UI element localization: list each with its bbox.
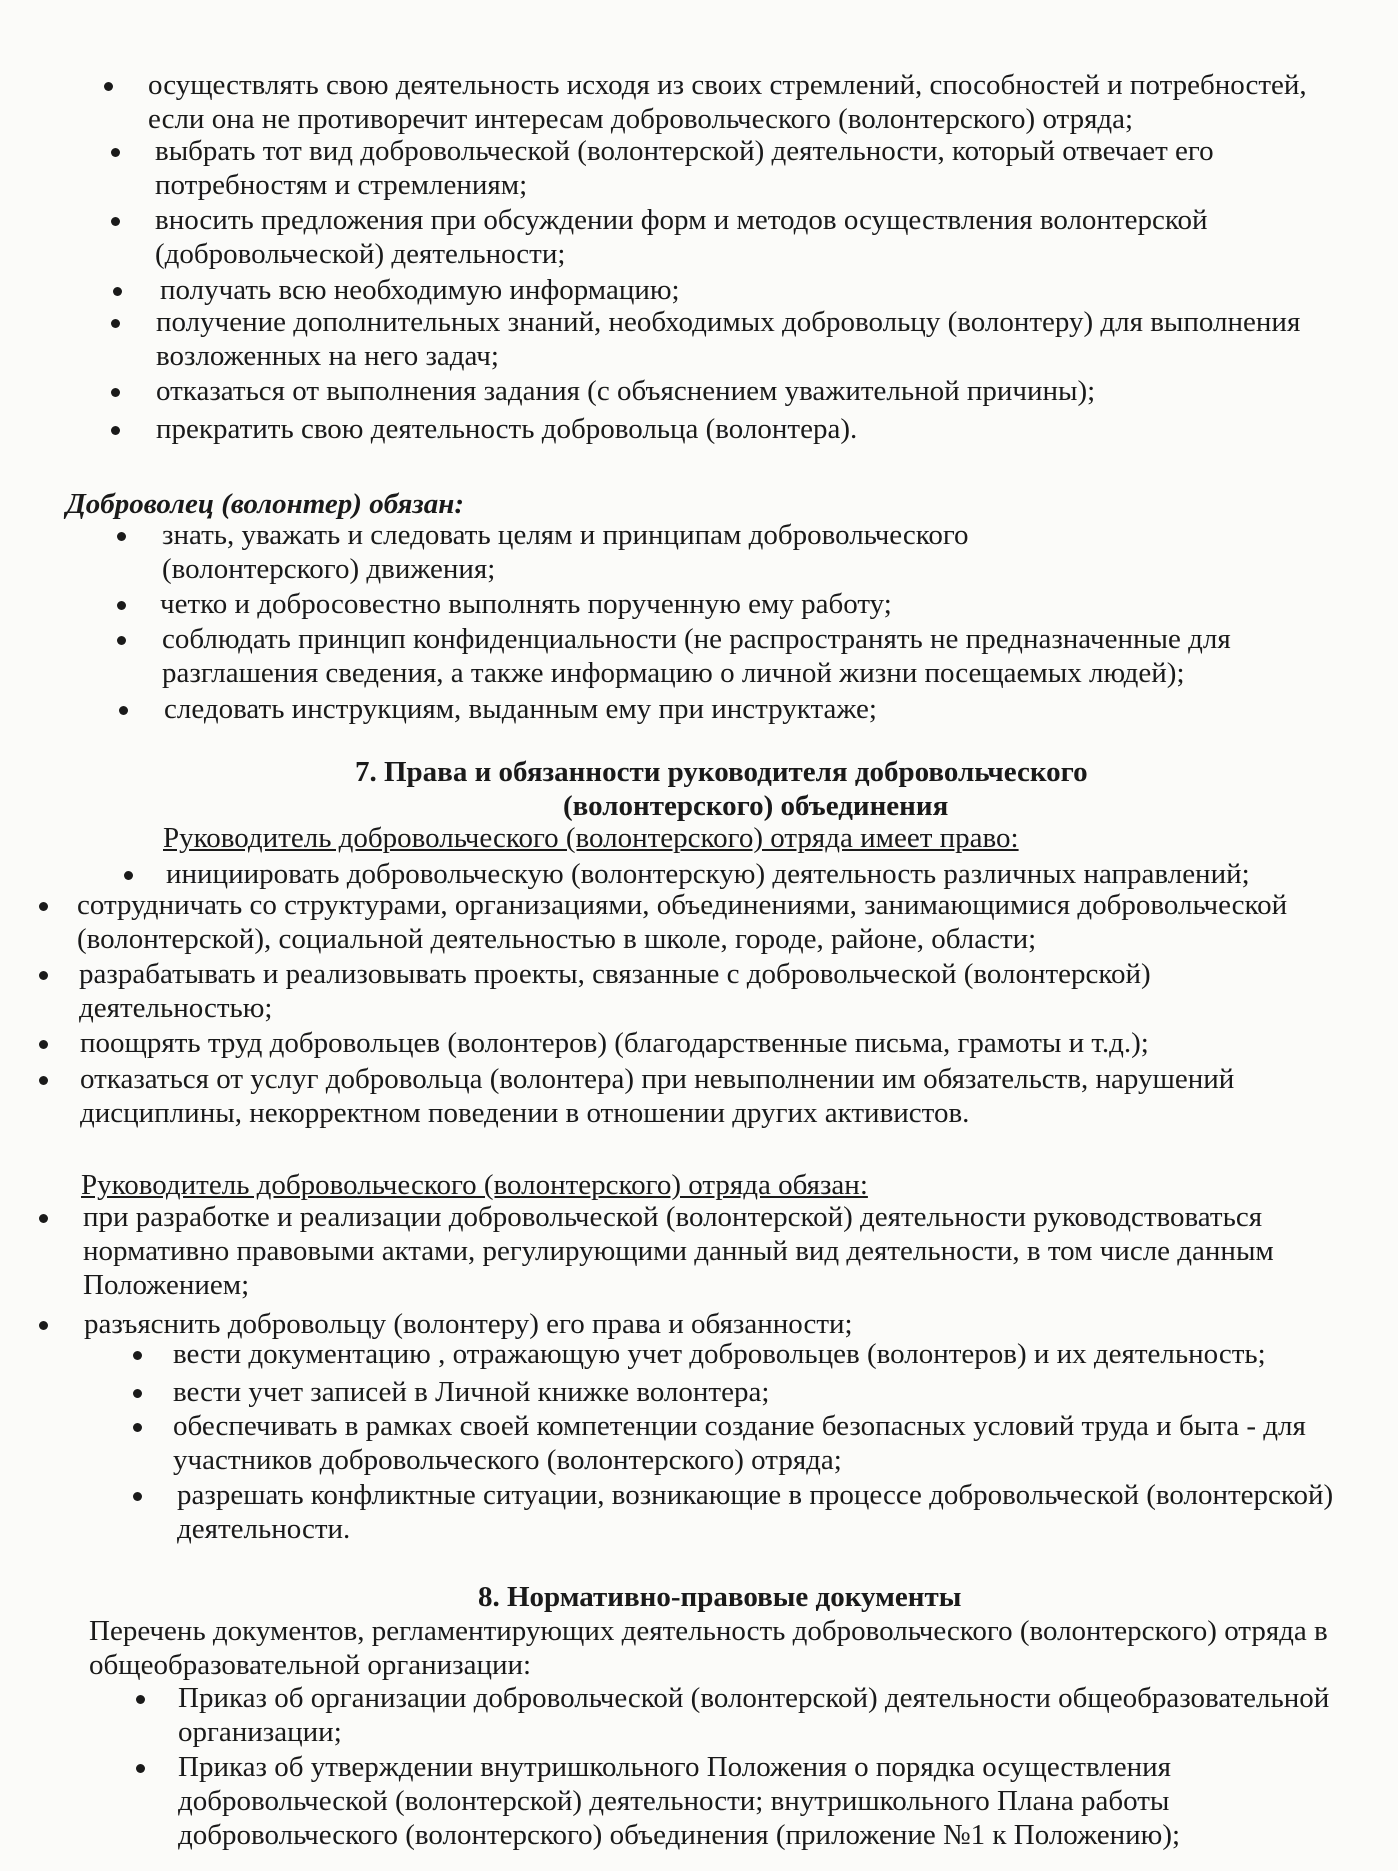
bullet-icon	[119, 706, 128, 715]
list-item: выбрать тот вид добровольческой (волонтерской) деятельности, который отвечает его потребностям и стремлениям;	[155, 134, 1214, 202]
bullet-icon	[39, 1214, 48, 1223]
bullet-icon	[111, 426, 120, 435]
bullet-icon	[39, 1321, 48, 1330]
leader-duties-heading: Руководитель добровольческого (волонтерского) отряда обязан:	[81, 1169, 868, 1201]
bullet-icon	[136, 1764, 145, 1773]
leader-rights-heading: Руководитель добровольческого (волонтерского) отряда имеет право:	[163, 822, 1019, 854]
bullet-icon	[39, 971, 48, 980]
bullet-icon	[133, 1423, 142, 1432]
section-7-title: 7. Права и обязанности руководителя добровольческого	[355, 756, 1088, 788]
duties-heading: Доброволец (волонтер) обязан:	[66, 488, 464, 520]
bullet-icon	[39, 1076, 48, 1085]
bullet-icon	[111, 148, 120, 157]
list-item: отказаться от выполнения задания (с объяснением уважительной причины);	[156, 374, 1095, 408]
list-item: Приказ об организации добровольческой (волонтерской) деятельности общеобразовательной организации;	[178, 1681, 1329, 1749]
list-item: при разработке и реализации добровольческой (волонтерской) деятельности руководствоваться нормативно правовыми актами, регулирующими данный вид деятельности, в том числе данным Положением;	[83, 1200, 1274, 1302]
bullet-icon	[113, 287, 122, 296]
list-item: разрабатывать и реализовывать проекты, связанные с добровольческой (волонтерской) деятельностью;	[79, 957, 1151, 1025]
list-item: осуществлять свою деятельность исходя из своих стремлений, способностей и потребностей, если она не противоречит интересам добровольческого (волонтерского) отряда;	[148, 68, 1307, 136]
list-item: разъяснить добровольцу (волонтеру) его права и обязанности;	[84, 1307, 853, 1341]
bullet-icon	[133, 1492, 142, 1501]
bullet-icon	[133, 1351, 142, 1360]
bullet-icon	[111, 217, 120, 226]
list-item: прекратить свою деятельность добровольца (волонтера).	[156, 412, 857, 446]
bullet-icon	[117, 532, 126, 541]
list-item: получать всю необходимую информацию;	[160, 273, 680, 307]
list-item: Приказ об утверждении внутришкольного Положения о порядка осуществления добровольческой (волонтерской) деятельности; внутришкольного Плана работы добровольческого (волонтерского) объединения (приложение №1 к Положению);	[178, 1750, 1180, 1852]
bullet-icon	[111, 388, 120, 397]
bullet-icon	[124, 871, 133, 880]
list-item: сотрудничать со структурами, организациями, объединениями, занимающимися добровольческой (волонтерской), социальной деятельностью в школе, городе, районе, области;	[77, 888, 1287, 956]
section-8-title: 8. Нормативно-правовые документы	[478, 1581, 962, 1613]
bullet-icon	[133, 1389, 142, 1398]
section-8-intro: Перечень документов, регламентирующих деятельность добровольческого (волонтерского) отряда в общеобразовательной организации:	[89, 1615, 1328, 1681]
list-item: разрешать конфликтные ситуации, возникающие в процессе добровольческой (волонтерской) деятельности.	[177, 1478, 1333, 1546]
bullet-icon	[117, 636, 126, 645]
list-item: поощрять труд добровольцев (волонтеров) (благодарственные письма, грамоты и т.д.);	[80, 1026, 1149, 1060]
bullet-icon	[104, 82, 113, 91]
list-item: обеспечивать в рамках своей компетенции создание безопасных условий труда и быта - для участников добровольческого (волонтерского) отряда;	[173, 1409, 1306, 1477]
bullet-icon	[111, 319, 120, 328]
list-item: вести учет записей в Личной книжке волонтера;	[173, 1375, 769, 1409]
list-item: получение дополнительных знаний, необходимых добровольцу (волонтеру) для выполнения возложенных на него задач;	[156, 305, 1300, 373]
list-item: знать, уважать и следовать целям и принципам добровольческого (волонтерского) движения;	[162, 518, 969, 586]
bullet-icon	[39, 1040, 48, 1049]
section-7-title-cont: (волонтерского) объединения	[563, 790, 949, 822]
list-item: соблюдать принцип конфиденциальности (не распространять не предназначенные для разглашения сведения, а также информацию о личной жизни посещаемых людей);	[162, 622, 1231, 690]
list-item: вести документацию , отражающую учет добровольцев (волонтеров) и их деятельность;	[173, 1337, 1266, 1371]
list-item: отказаться от услуг добровольца (волонтера) при невыполнении им обязательств, нарушений дисциплины, некорректном поведении в отношении других активистов.	[80, 1062, 1234, 1130]
list-item: инициировать добровольческую (волонтерскую) деятельность различных направлений;	[166, 857, 1250, 891]
list-item: вносить предложения при обсуждении форм и методов осуществления волонтерской (добровольческой) деятельности;	[155, 203, 1207, 271]
bullet-icon	[39, 902, 48, 911]
bullet-icon	[136, 1695, 145, 1704]
bullet-icon	[117, 601, 126, 610]
list-item: четко и добросовестно выполнять порученную ему работу;	[160, 587, 892, 621]
list-item: следовать инструкциям, выданным ему при инструктаже;	[164, 692, 877, 726]
